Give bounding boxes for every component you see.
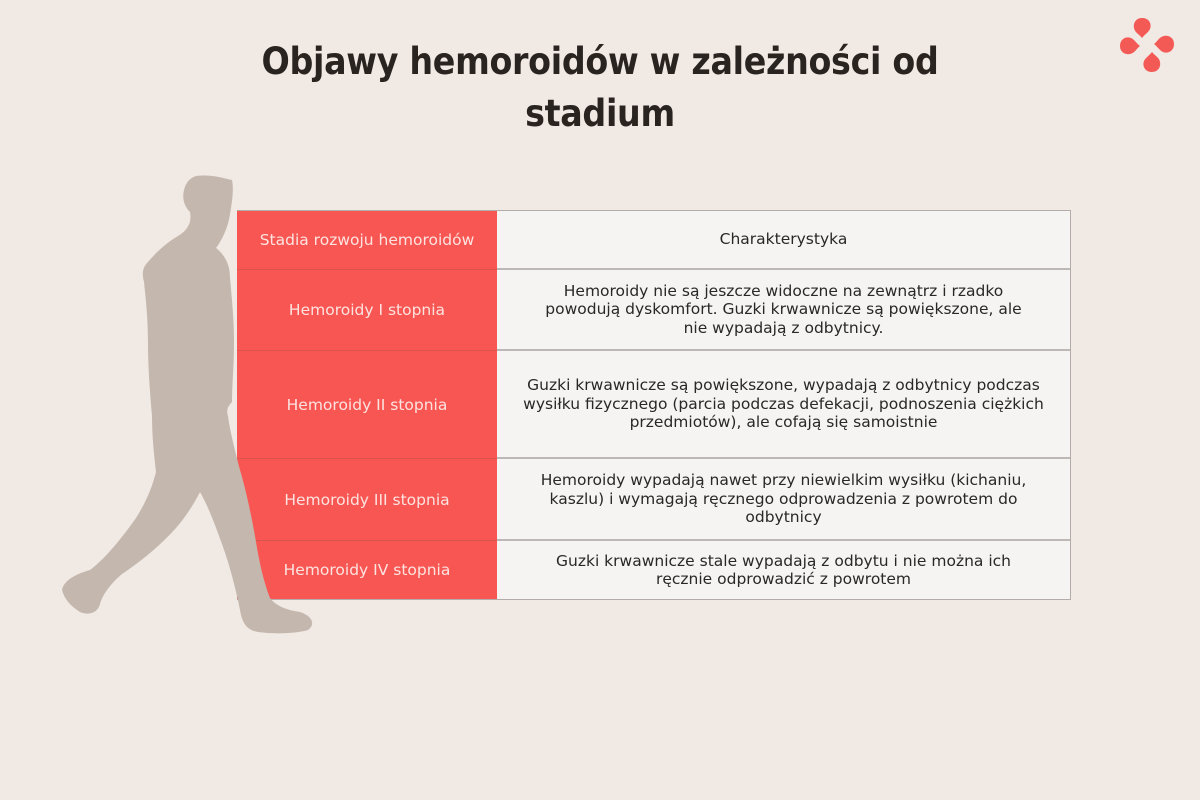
header-description: Charakterystyka <box>497 211 1070 270</box>
header-stage: Stadia rozwoju hemoroidów <box>237 211 497 270</box>
table-row <box>237 459 1070 541</box>
stage-cell: Hemoroidy III stopnia <box>237 459 497 541</box>
walking-person-silhouette-icon <box>50 170 330 640</box>
description-cell: Guzki krwawnicze stale wypadają z odbytu i nie można ich ręcznie odprowadzić z powrotem <box>497 541 1070 599</box>
stage-cell: Hemoroidy IV stopnia <box>237 541 497 599</box>
table-header-row <box>237 211 1070 270</box>
title-line-1: Objawy hemoroidów w zależności od <box>261 40 939 83</box>
description-cell: Hemoroidy wypadają nawet przy niewielkim wysiłku (kichaniu, kaszlu) i wymagają ręcznego odprowadzenia z powrotem do odbytnicy <box>497 459 1070 541</box>
description-cell: Hemoroidy nie są jeszcze widoczne na zewnątrz i rzadko powodują dyskomfort. Guzki krwawnicze są powiększone, ale nie wypadają z odbytnicy. <box>497 270 1070 351</box>
title-line-2: stadium <box>525 92 675 135</box>
stages-table <box>237 210 1071 600</box>
description-cell: Guzki krwawnicze są powiększone, wypadają z odbytnicy podczas wysiłku fizycznego (parcia podczas defekacji, podnoszenia ciężkich przedmiotów), ale cofają się samoistnie <box>497 351 1070 459</box>
four-petal-logo-icon <box>1118 16 1176 74</box>
page-title <box>0 36 1200 140</box>
table-row <box>237 270 1070 351</box>
table-row <box>237 351 1070 459</box>
table-row <box>237 541 1070 599</box>
stage-cell: Hemoroidy II stopnia <box>237 351 497 459</box>
stage-cell: Hemoroidy I stopnia <box>237 270 497 351</box>
